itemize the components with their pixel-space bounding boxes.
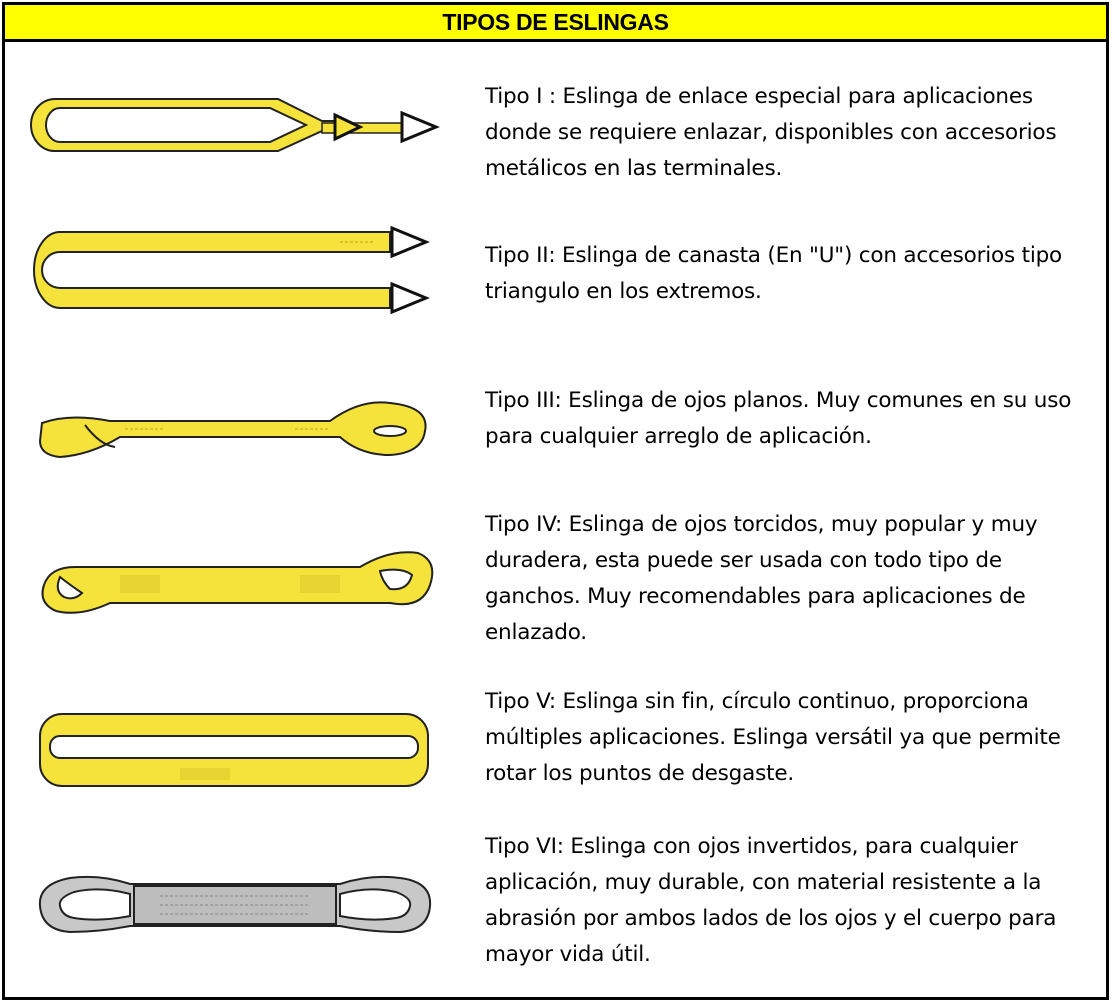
sling-row-tipo-1 bbox=[5, 45, 1106, 185]
table-header bbox=[5, 5, 1106, 42]
sling-description: Tipo V: Eslinga sin fin, círculo continuo, proporciona múltiples aplicaciones. Eslinga versátil ya que permite rotar los puntos de desgaste. bbox=[485, 689, 1061, 786]
sling-description: Tipo IV: Eslinga de ojos torcidos, muy popular y muy duradera, esta puede ser usada con todo tipo de ganchos. Muy recomendables para aplicaciones de enlazado. bbox=[485, 512, 1038, 645]
table-title: TIPOS DE ESLINGAS bbox=[442, 8, 669, 35]
sling-row-tipo-5 bbox=[5, 670, 1106, 815]
sling-row-tipo-6 bbox=[5, 815, 1106, 1000]
sling-type-i-icon bbox=[30, 85, 450, 165]
sling-description: Tipo II: Eslinga de canasta (En "U") con accesorios tipo triangulo en los extremos. bbox=[485, 243, 1063, 304]
sling-description: Tipo VI: Eslinga con ojos invertidos, para cualquier aplicación, muy durable, con material resistente a la abrasión por ambos lados de los ojos y el cuerpo para mayor vida útil. bbox=[485, 834, 1057, 967]
sling-type-vi-icon bbox=[30, 870, 450, 940]
sling-type-iv-icon bbox=[30, 545, 450, 625]
sling-type-ii-icon bbox=[30, 220, 450, 320]
sling-row-tipo-2 bbox=[5, 185, 1106, 325]
sling-type-v-icon bbox=[30, 710, 450, 790]
sling-type-iii-icon bbox=[30, 395, 450, 465]
sling-description: Tipo I : Eslinga de enlace especial para aplicaciones donde se requiere enlazar, disponibles con accesorios metálicos en las terminales. bbox=[485, 84, 1057, 181]
sling-types-table bbox=[2, 2, 1109, 1000]
sling-row-tipo-4 bbox=[5, 485, 1106, 670]
sling-row-tipo-3 bbox=[5, 325, 1106, 485]
sling-description: Tipo III: Eslinga de ojos planos. Muy comunes en su uso para cualquier arreglo de aplicación. bbox=[485, 388, 1072, 449]
